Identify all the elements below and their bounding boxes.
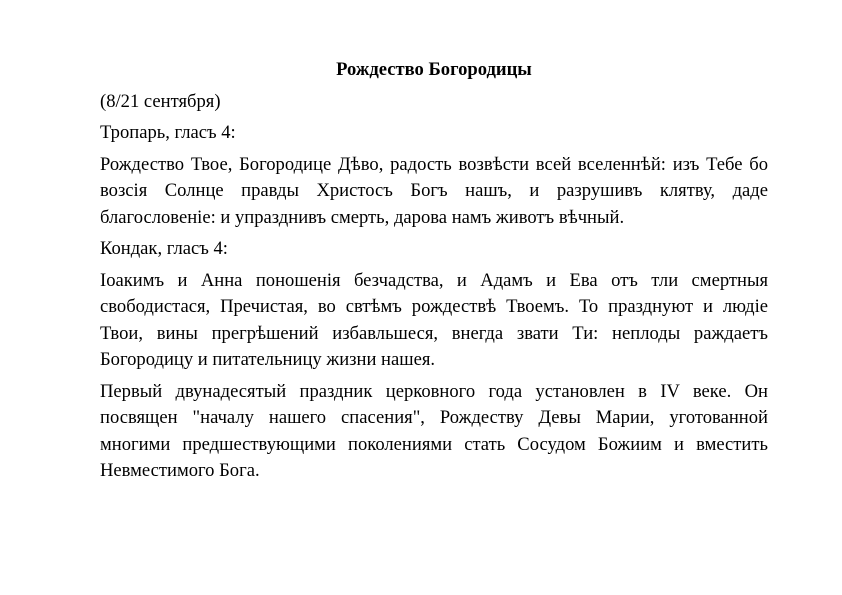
commentary-text: Первый двунадесятый праздник церковного года установлен в IV веке. Он посвящен "началу нашего спасения", Рождеству Девы Марии, уготованной многими предшествующими поколениями стать Сосудом Божиим и вместить Невместимого Бога. xyxy=(100,380,768,481)
page-title: Рождество Богородицы xyxy=(336,59,532,80)
feast-date: (8/21 сентября) xyxy=(100,90,221,112)
kontakion-heading: Кондак, гласъ 4: xyxy=(100,238,228,259)
kontakion-text: Іоакимъ и Анна поношенія безчадства, и Адамъ и Ева отъ тли смертныя свободистася, Пречистая, во свтѣмъ рождествѣ Твоемъ. То празднуют и людіе Твои, вины прегрѣшений избавльшеся, внегда звати Ти: неплоды раждаетъ Богородицу и питательницу жизни нашея. xyxy=(100,269,768,370)
troparion-heading: Тропарь, гласъ 4: xyxy=(100,122,236,143)
troparion-text: Рождество Твое, Богородице Дѣво, радость возвѣсти всей вселеннѣй: изъ Тебе бо возсія Солнце правды Христосъ Богъ нашъ, и разрушивъ клятву, даде благословеніе: и упразднивъ смерть, дарова намъ животъ вѣчный. xyxy=(100,153,768,228)
